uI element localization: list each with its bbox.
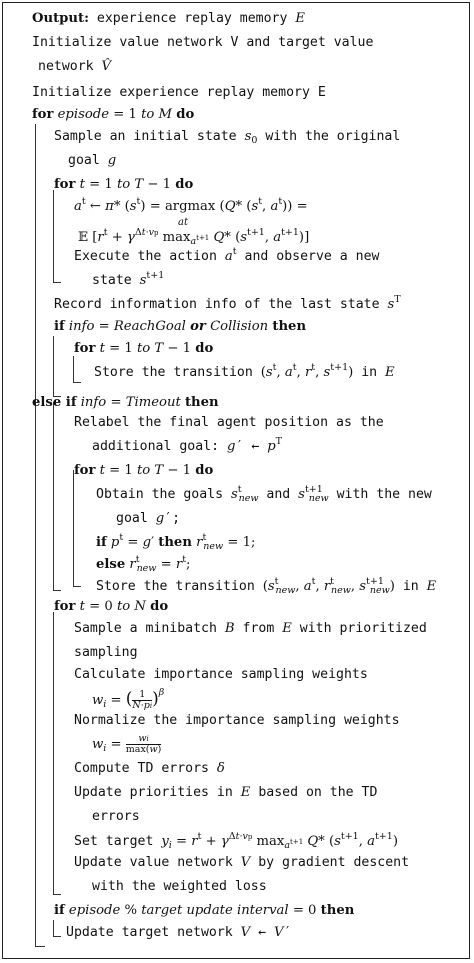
scope-foot-elseif-loop <box>73 586 81 587</box>
line-for-episode: for episode = 1 to M do <box>32 107 195 122</box>
scope-bar-loop1 <box>53 190 54 282</box>
scope-foot-if-loop <box>73 382 81 383</box>
line-if-pt: if $p^t = g'$ then $r^t_{new} = 1$; <box>96 532 256 552</box>
line-weights-formula: $w_i$ = ( $\frac{1}{N\cdot pi}$ )$^\beta$ <box>92 687 165 711</box>
line-initialize-memory: Initialize experience replay memory E <box>32 85 326 100</box>
scope-foot-elseif <box>53 590 61 591</box>
line-normalize-formula: $w_i$ = $\frac{wi}{\max(w)}$ <box>92 733 162 755</box>
line-execute-action: Execute the action $a^t$ and observe a new <box>74 246 380 264</box>
line-calc-weights: Calculate importance sampling weights <box>74 667 368 682</box>
scope-bar-if <box>53 336 54 396</box>
line-expectation: 𝔼 [$r^t + \gamma^{\Delta t\cdot vp}$ $\max_{a^{t+1}} Q*$ ($s^{t+1}$, $a^{t+1}$)] <box>78 227 310 248</box>
line-additional-goal: additional goal: g′ ← $p^T$ <box>92 436 282 454</box>
line-normalize: Normalize the importance sampling weights <box>74 713 400 728</box>
line-for-t-1: for t = 1 to T − 1 do <box>54 177 194 192</box>
line-policy: $a^t$ ← π* $(s^t) = argmax$ (Q* ($s^t$, $a^t$)) = <box>74 196 308 214</box>
line-output: Output: experience replay memory E <box>32 11 306 26</box>
line-argmax-sub: at <box>178 217 188 228</box>
line-update-priorities: Update priorities in E based on the TD <box>74 785 378 800</box>
line-initialize-networks: Initialize value network V and target value <box>32 35 374 50</box>
scope-foot-loop1 <box>53 282 61 283</box>
scope-foot-loop3 <box>53 894 61 895</box>
scope-bar-loop3 <box>53 612 54 894</box>
line-store-transition-2: Store the transition ($s^t_{new}$, $a^t$, $r^t_{new}$, $s^{t+1}_{new}$) in E <box>96 576 437 596</box>
scope-foot-episode <box>35 946 45 947</box>
line-errors: errors <box>92 809 140 824</box>
line-obtain-goals: Obtain the goals $s^t_{new}$ and $s^{t+1}_{new}$ with the new <box>96 484 432 504</box>
line-sample-initial: Sample an initial state $s_0$ with the original <box>54 129 401 146</box>
line-sample-minibatch: Sample a minibatch B from E with prioritized <box>74 621 427 636</box>
line-else-rt: else $r^t_{new} = r^t$; <box>96 554 191 574</box>
line-goal-g: goal g <box>68 153 117 168</box>
line-target-network: network V̂ <box>38 59 112 74</box>
line-update-value: Update value network V by gradient descent <box>74 855 410 870</box>
scope-bar-elseif-loop <box>73 470 74 586</box>
line-for-t-0: for t = 0 to N do <box>54 599 169 614</box>
line-for-t-3: for t = 1 to T − 1 do <box>74 463 214 478</box>
line-compute-td: Compute TD errors δ <box>74 761 225 776</box>
line-new-state: state $s^{t+1}$ <box>92 270 165 288</box>
line-weighted-loss: with the weighted loss <box>92 879 267 894</box>
scope-bar-elseif <box>53 402 54 590</box>
line-for-t-2: for t = 1 to T − 1 do <box>74 341 214 356</box>
scope-foot-update-if <box>53 936 61 937</box>
line-sampling: sampling <box>74 645 138 660</box>
line-record-info: Record information info of the last state $s^T$ <box>54 294 401 312</box>
scope-bar-episode <box>35 124 36 946</box>
line-relabel: Relabel the final agent position as the <box>74 415 384 430</box>
line-if-reach-goal: if info = ReachGoal or Collision then <box>54 319 307 334</box>
line-if-episode-mod: if episode % target update interval = 0 then <box>54 903 355 918</box>
line-else-if-timeout: else if info = Timeout then <box>32 395 219 410</box>
line-goal-g-prime: goal g′; <box>116 511 181 526</box>
line-store-transition-1: Store the transition ($s^t$, $a^t$, $r^t$, $s^{t+1}$) in E <box>94 362 395 380</box>
line-update-target: Update target network V ← V′ <box>66 925 292 940</box>
line-set-target: Set target $y_i = r^t + \gamma^{\Delta t\cdot vp}$ $\max_{a^{t+1}} Q*$ ($s^{t+1}$, $a^{t+1}$) <box>74 831 398 852</box>
scope-bar-update-if <box>53 920 54 936</box>
